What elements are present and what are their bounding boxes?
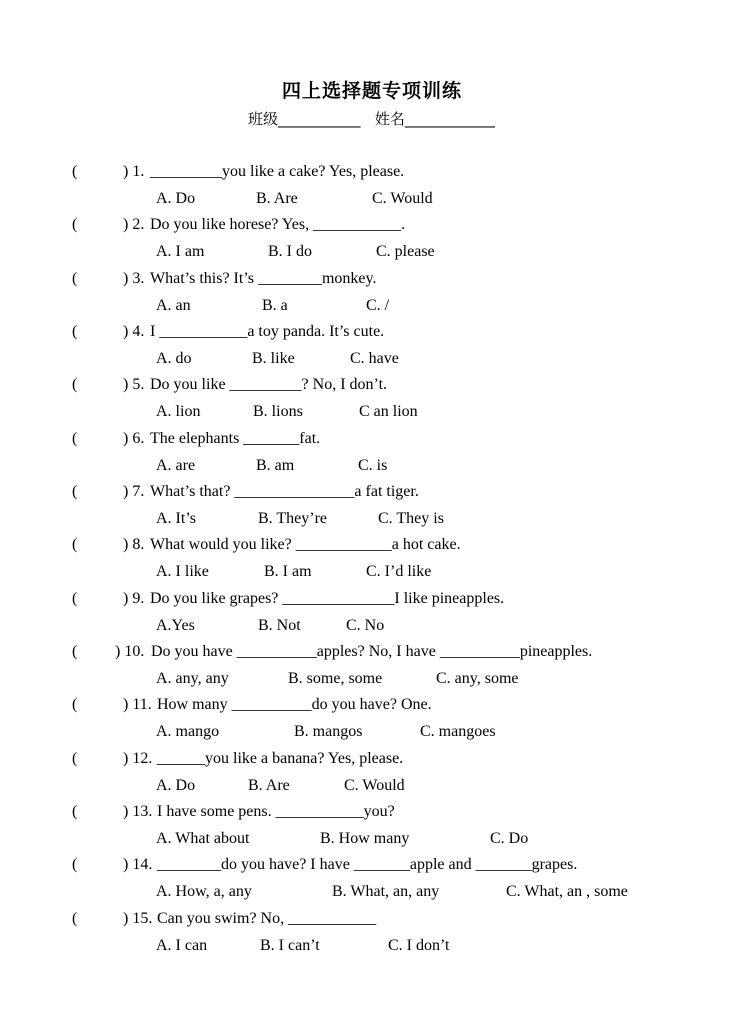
option-b[interactable]: B. a	[262, 297, 288, 314]
question-number: ) 9.	[123, 590, 145, 607]
question-item	[0, 643, 744, 697]
answer-paren-open: (	[72, 216, 78, 233]
question-item	[0, 163, 744, 217]
option-b[interactable]: B. some, some	[288, 670, 383, 687]
question-number: ) 7.	[123, 483, 145, 500]
question-stem: ________do you have? I have _______apple and _______grapes.	[157, 856, 578, 873]
option-c[interactable]: C. I’d like	[366, 563, 432, 580]
option-a[interactable]: A.Yes	[156, 617, 195, 634]
option-c[interactable]: C an lion	[359, 403, 418, 420]
option-c[interactable]: C. No	[346, 617, 385, 634]
option-a[interactable]: A. I can	[156, 937, 208, 954]
question-stem: Do you like _________? No, I don’t.	[150, 376, 388, 393]
option-b[interactable]: B. I am	[264, 563, 312, 580]
question-stem: Do you have __________apples? No, I have __________pineapples.	[151, 643, 593, 660]
question-number: ) 3.	[123, 270, 145, 287]
option-b[interactable]: B. mangos	[294, 723, 363, 740]
option-a[interactable]: A. Do	[156, 777, 196, 794]
answer-paren-open: (	[72, 910, 78, 927]
option-a[interactable]: A. mango	[156, 723, 220, 740]
question-stem: What would you like? ____________a hot cake.	[150, 536, 461, 553]
question-stem: What’s that? _______________a fat tiger.	[150, 483, 419, 500]
question-number: ) 13.	[123, 803, 153, 820]
question-number: ) 6.	[123, 430, 145, 447]
question-item	[0, 803, 744, 857]
question-item	[0, 696, 744, 750]
option-a[interactable]: A. an	[156, 297, 191, 314]
question-stem: Do you like horese? Yes, ___________.	[150, 216, 406, 233]
question-item	[0, 590, 744, 644]
question-stem: Can you swim? No, ___________	[157, 910, 377, 927]
option-c[interactable]: C. any, some	[436, 670, 519, 687]
question-item	[0, 910, 744, 964]
question-stem: Do you like grapes? ______________I like pineapples.	[150, 590, 505, 607]
question-stem: I ___________a toy panda. It’s cute.	[150, 323, 385, 340]
option-c[interactable]: C. They is	[378, 510, 444, 527]
question-number: ) 5.	[123, 376, 145, 393]
question-item	[0, 536, 744, 590]
question-number: ) 10.	[115, 643, 145, 660]
question-stem: _________you like a cake? Yes, please.	[150, 163, 405, 180]
option-a[interactable]: A. It’s	[156, 510, 196, 527]
class-blank[interactable]: ___________	[278, 110, 361, 128]
answer-paren-open: (	[72, 270, 78, 287]
question-number: ) 12.	[123, 750, 153, 767]
question-number: ) 8.	[123, 536, 145, 553]
question-item	[0, 856, 744, 910]
option-a[interactable]: A. any, any	[156, 670, 229, 687]
option-a[interactable]: A. are	[156, 457, 196, 474]
option-b[interactable]: B. I do	[268, 243, 312, 260]
option-a[interactable]: A. How, a, any	[156, 883, 252, 900]
answer-paren-open: (	[72, 483, 78, 500]
question-item	[0, 323, 744, 377]
question-number: ) 15.	[123, 910, 153, 927]
option-c[interactable]: C. Would	[344, 777, 405, 794]
question-stem: The elephants _______fat.	[150, 430, 321, 447]
answer-paren-open: (	[72, 323, 78, 340]
option-a[interactable]: A. lion	[156, 403, 201, 420]
option-b[interactable]: B. Are	[256, 190, 298, 207]
question-item	[0, 750, 744, 804]
option-b[interactable]: B. Not	[258, 617, 301, 634]
option-c[interactable]: C. have	[350, 350, 399, 367]
option-a[interactable]: A. What about	[156, 830, 250, 847]
answer-paren-open: (	[72, 750, 78, 767]
option-a[interactable]: A. I am	[156, 243, 205, 260]
answer-paren-open: (	[72, 803, 78, 820]
question-stem: ______you like a banana? Yes, please.	[157, 750, 404, 767]
question-number: ) 4.	[123, 323, 145, 340]
option-c[interactable]: C. I don’t	[388, 937, 450, 954]
answer-paren-open: (	[72, 590, 78, 607]
option-c[interactable]: C. Do	[490, 830, 529, 847]
option-a[interactable]: A. I like	[156, 563, 209, 580]
answer-paren-open: (	[72, 163, 78, 180]
option-b[interactable]: B. lions	[253, 403, 303, 420]
question-item	[0, 430, 744, 484]
answer-paren-open: (	[72, 643, 78, 660]
option-c[interactable]: C. What, an , some	[506, 883, 628, 900]
option-a[interactable]: A. do	[156, 350, 192, 367]
option-c[interactable]: C. is	[358, 457, 388, 474]
option-c[interactable]: C. /	[366, 297, 390, 314]
option-b[interactable]: B. I can’t	[260, 937, 320, 954]
question-number: ) 14.	[123, 856, 153, 873]
name-blank[interactable]: ____________	[404, 110, 495, 128]
question-item	[0, 216, 744, 270]
page-title: 四上选择题专项训练	[281, 80, 462, 102]
student-info	[248, 108, 495, 129]
question-stem: How many __________do you have? One.	[157, 696, 432, 713]
answer-paren-open: (	[72, 376, 78, 393]
class-label: 班级	[248, 110, 279, 128]
option-c[interactable]: C. Would	[372, 190, 433, 207]
option-b[interactable]: B. How many	[320, 830, 410, 847]
option-a[interactable]: A. Do	[156, 190, 196, 207]
answer-paren-open: (	[72, 856, 78, 873]
question-number: ) 2.	[123, 216, 145, 233]
question-item	[0, 270, 744, 324]
question-number: ) 1.	[123, 163, 145, 180]
option-b[interactable]: B. What, an, any	[332, 883, 440, 900]
option-c[interactable]: C. please	[376, 243, 435, 260]
answer-paren-open: (	[72, 430, 78, 447]
question-item	[0, 483, 744, 537]
option-b[interactable]: B. am	[256, 457, 295, 474]
option-b[interactable]: B. They’re	[258, 510, 328, 527]
answer-paren-open: (	[72, 536, 78, 553]
answer-paren-open: (	[72, 696, 78, 713]
option-b[interactable]: B. like	[252, 350, 295, 367]
question-item	[0, 376, 744, 430]
question-stem: I have some pens. ___________you?	[157, 803, 395, 820]
question-number: ) 11.	[123, 696, 152, 713]
name-label: 姓名	[374, 110, 405, 128]
option-c[interactable]: C. mangoes	[420, 723, 496, 740]
option-b[interactable]: B. Are	[248, 777, 290, 794]
question-stem: What’s this? It’s ________monkey.	[150, 270, 377, 287]
